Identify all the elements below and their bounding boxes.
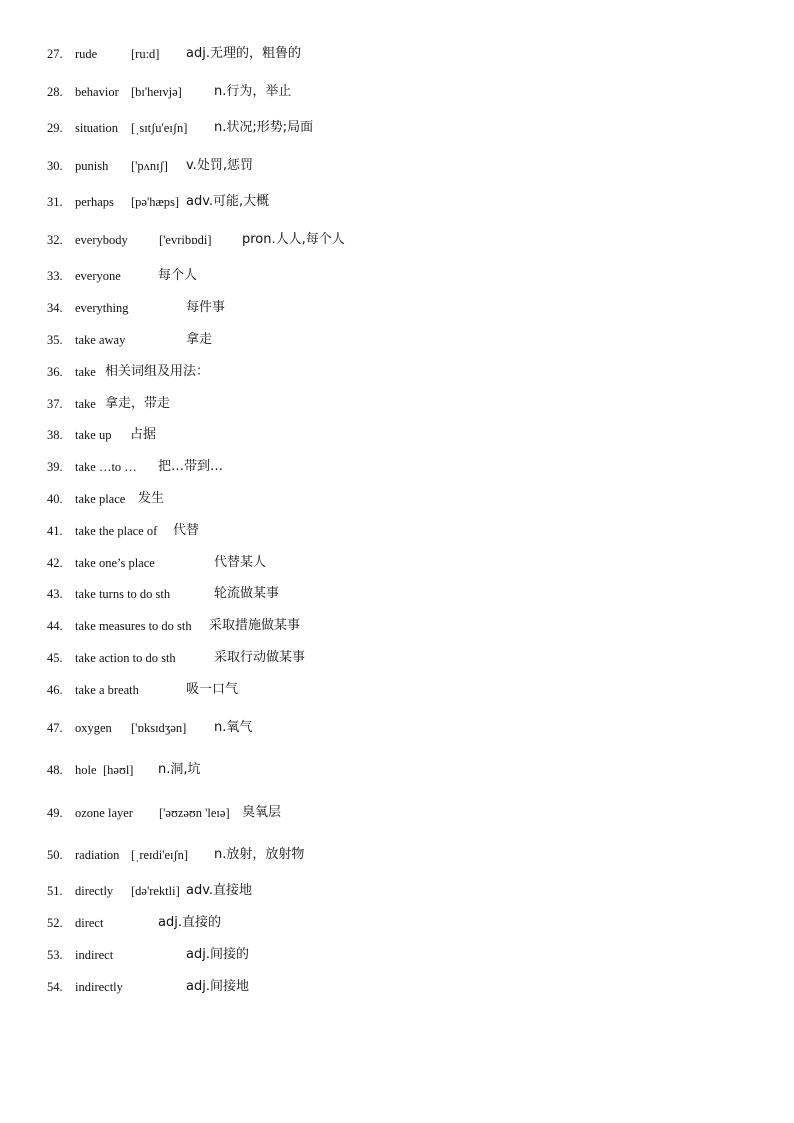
entry-phonetic: [ru:d] [131,47,160,61]
entry-word: perhaps [75,195,114,209]
entry-number: 54. [47,980,63,994]
entry-number: 34. [47,301,63,315]
entry-definition: adv.可能,大概 [186,194,270,209]
entry-number: 35. [47,333,63,347]
entry-word: take the place of [75,524,158,538]
entry-phonetic: [bɪ'heɪvjə] [131,85,182,99]
entry-number: 44. [47,619,63,633]
entry-definition: 占据 [130,427,157,442]
entry-definition: adj.无理的，粗鲁的 [186,46,301,61]
entry-number: 43. [47,587,63,601]
entry-word: take turns to do sth [75,587,171,601]
entry-definition: n.洞,坑 [158,762,201,777]
entry-definition: 吸一口气 [186,682,239,697]
entry-phonetic: ['əʊzəʊn 'leɪə] [159,806,230,820]
entry-word: take [75,365,96,379]
entry-number: 32. [47,233,63,247]
entry-word: hole [75,763,97,777]
entry-word: take [75,397,96,411]
entry-number: 30. [47,159,63,173]
entry-phonetic: [də'rektli] [131,884,180,898]
entry-number: 36. [47,365,63,379]
entry-word: everyone [75,269,121,283]
entry-number: 33. [47,269,63,283]
entry-word: take place [75,492,126,506]
entry-definition: v.处罚,惩罚 [186,158,253,173]
entry-word: oxygen [75,721,112,735]
entry-definition: adj.间接地 [186,979,249,994]
entry-phonetic: [ˌsɪtʃu'eɪʃn] [131,121,188,135]
entry-definition: 发生 [138,491,165,506]
entry-definition: 轮流做某事 [214,586,280,601]
entry-number: 47. [47,721,63,735]
entry-word: radiation [75,848,120,862]
entry-word: everybody [75,233,128,247]
entry-number: 38. [47,428,63,442]
entry-word: situation [75,121,119,135]
entry-word: ozone layer [75,806,133,820]
entry-word: take …to … [75,460,137,474]
entry-word: behavior [75,85,119,99]
entry-word: indirect [75,948,114,962]
entry-definition: n.状况;形势;局面 [214,120,314,135]
entry-definition: adv.直接地 [186,883,253,898]
entry-word: take measures to do sth [75,619,192,633]
entry-definition: 代替某人 [214,555,267,570]
entry-word: take one’s place [75,556,155,570]
entry-number: 49. [47,806,63,820]
entry-number: 50. [47,848,63,862]
entry-word: directly [75,884,114,898]
entry-definition: 采取行动做某事 [214,650,306,665]
entry-definition: n.放射，放射物 [214,847,305,862]
entry-phonetic: ['evribɒdi] [159,233,212,247]
entry-definition: 每件事 [186,300,226,315]
entry-definition: n.氧气 [214,720,253,735]
entry-word: indirectly [75,980,123,994]
entry-definition: n.行为，举止 [214,84,292,99]
entry-number: 42. [47,556,63,570]
entry-number: 52. [47,916,63,930]
entry-definition: 臭氧层 [242,805,282,820]
entry-definition: 把…带到… [158,459,224,474]
entry-definition: 代替 [173,523,200,538]
entry-number: 53. [47,948,63,962]
entry-word: take away [75,333,126,347]
entry-phonetic: [pə'hæps] [131,195,180,209]
entry-definition: adj.直接的 [158,915,221,930]
entry-number: 31. [47,195,63,209]
entry-number: 51. [47,884,63,898]
entry-definition: 每个人 [158,268,198,283]
entry-phonetic: [həʊl] [103,763,134,777]
entry-phonetic: ['pʌnɪʃ] [131,159,168,173]
entry-number: 40. [47,492,63,506]
entry-word: punish [75,159,109,173]
entry-word: rude [75,47,98,61]
entry-number: 39. [47,460,63,474]
entry-number: 37. [47,397,63,411]
entry-number: 46. [47,683,63,697]
entry-number: 29. [47,121,63,135]
entry-phonetic: [ˌreɪdi'eɪʃn] [131,848,189,862]
entry-number: 28. [47,85,63,99]
entry-phonetic: ['ɒksɪdʒən] [131,721,187,735]
entry-word: take up [75,428,112,442]
entry-number: 48. [47,763,63,777]
entry-definition: adj.间接的 [186,947,249,962]
entry-definition: 拿走，带走 [105,396,171,411]
entry-word: everything [75,301,129,315]
entry-definition: 相关词组及用法： [105,364,210,379]
entry-word: take a breath [75,683,139,697]
entry-word: take action to do sth [75,651,176,665]
entry-word: direct [75,916,104,930]
entry-definition: pron.人人,每个人 [242,232,345,247]
entry-definition: 采取措施做某事 [209,618,301,633]
entry-number: 41. [47,524,63,538]
entry-number: 27. [47,47,63,61]
entry-definition: 拿走 [186,332,213,347]
entry-number: 45. [47,651,63,665]
